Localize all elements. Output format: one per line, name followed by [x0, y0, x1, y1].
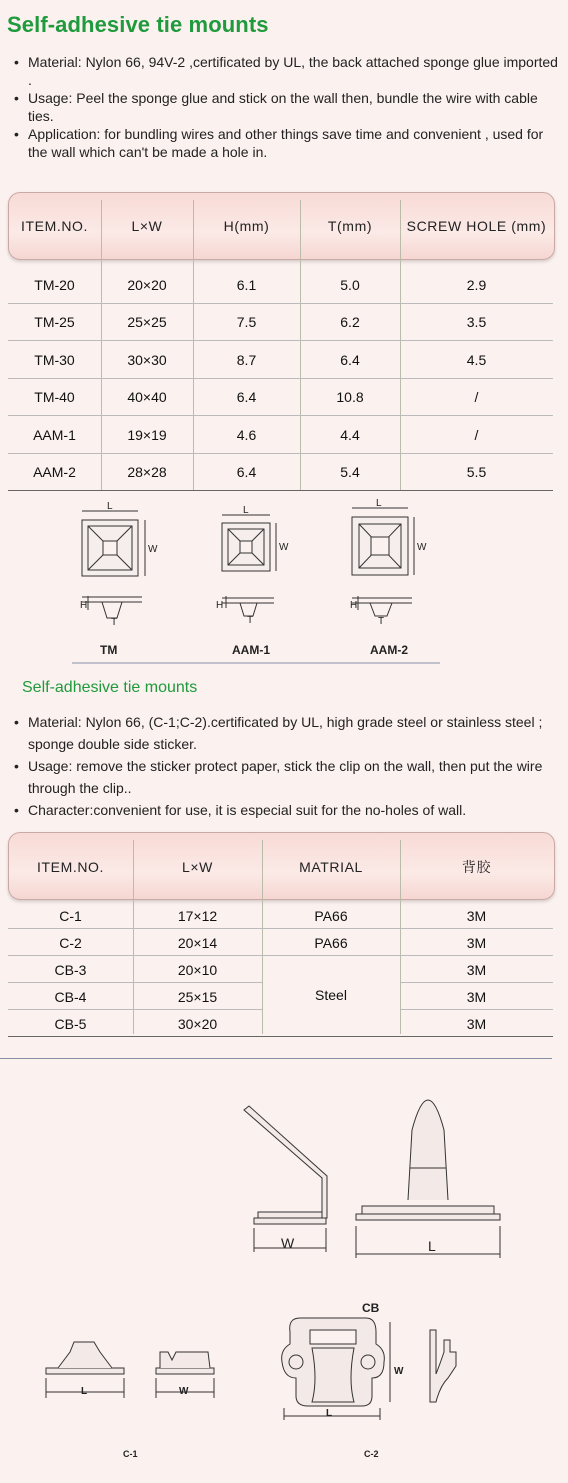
table2-cell: CB-4 — [54, 988, 87, 1005]
w-clip-w-label: W — [281, 1235, 295, 1251]
th2-item-no: ITEM.NO. — [36, 859, 105, 875]
w-clip-drawing — [244, 1106, 327, 1252]
caption-aam2: AAM-2 — [370, 643, 408, 657]
table2-cell: PA66 — [314, 934, 348, 951]
table1-cell: TM-30 — [34, 351, 75, 368]
table1-cell: TM-25 — [34, 314, 75, 331]
th2-material: MATRIAL — [299, 859, 363, 875]
th-screw-hole: SCREW HOLE (mm) — [406, 218, 547, 234]
th2-lxw: L×W — [182, 859, 213, 875]
table2-cell: C-1 — [59, 907, 82, 924]
section1-title: Self-adhesive tie mounts — [7, 12, 269, 37]
section2-bullet-list — [8, 711, 558, 821]
th-item-no: ITEM.NO. — [20, 218, 89, 234]
aam1-side-view — [222, 596, 274, 616]
table2-cell: 3M — [466, 988, 487, 1005]
table1-cell: 7.5 — [236, 314, 257, 331]
aam2-top-view — [352, 508, 414, 575]
section1-bullet-list — [8, 53, 558, 161]
table1-cell: 5.5 — [466, 464, 487, 481]
section-divider — [0, 1058, 552, 1059]
table1-cell: 6.1 — [236, 276, 257, 293]
bullet-application: • Application: for bundling wires and other things save time and convenient , used for the wall which can't be made a hole in. — [8, 125, 558, 161]
merged-steel-cell: Steel — [315, 987, 347, 1003]
caption-tm: TM — [100, 643, 118, 657]
table1-cell: AAM-2 — [33, 464, 76, 481]
tm-l-label: L — [107, 501, 113, 512]
table1-cell: 20×20 — [127, 276, 167, 293]
c2-caption: C-2 — [364, 1449, 379, 1459]
table1-cell: 6.4 — [340, 351, 360, 368]
clip-diagrams — [0, 1090, 568, 1480]
th-h: H(mm) — [223, 218, 270, 234]
c1-l-label: L — [81, 1386, 88, 1397]
table1-cell: 6.2 — [340, 314, 360, 331]
tie-mount-diagrams — [60, 498, 450, 668]
cb-caption: CB — [362, 1301, 380, 1315]
table2-cell: 20×14 — [177, 934, 218, 951]
table1-cell: AAM-1 — [33, 426, 76, 443]
table2-cell: CB-3 — [54, 961, 87, 978]
table2-cell: 20×10 — [177, 961, 218, 978]
aam2-side-view — [352, 596, 412, 616]
table1-cell: TM-20 — [34, 276, 75, 293]
c1-side-w-label: W — [179, 1386, 189, 1397]
tower-l-label: L — [428, 1238, 436, 1254]
th2-adhesive: 背胶 — [461, 859, 492, 875]
table1-cell: 4.5 — [466, 351, 487, 368]
table2-cell: C-2 — [59, 934, 82, 951]
aam2-w-label: W — [417, 542, 427, 553]
aam2-t-label: T — [378, 616, 385, 627]
table1-cell: 3.5 — [466, 314, 487, 331]
table1-cell: TM-40 — [34, 389, 75, 406]
bullet2-material: • Material: Nylon 66, (C-1;C-2).certificated by UL, high grade steel or stainless steel ; sponge double side sticker. — [8, 711, 558, 755]
tower-mount-drawing — [356, 1100, 500, 1258]
aam1-t-label: T — [247, 615, 254, 626]
tm-h-label: H — [80, 600, 88, 611]
table1-cell: 25×25 — [127, 314, 167, 331]
table2-cell: 25×15 — [177, 988, 218, 1005]
aam1-h-label: H — [216, 600, 224, 611]
tm-top-view — [82, 511, 145, 576]
table1-cell: 40×40 — [127, 389, 167, 406]
spec-table-1 — [8, 192, 553, 490]
aam1-w-label: W — [279, 542, 289, 553]
table1-cell: / — [474, 426, 479, 443]
spec-table-2 — [8, 832, 553, 1034]
bullet-usage: • Usage: Peel the sponge glue and stick on the wall then, bundle the wire with cable ties. — [8, 89, 558, 125]
bullet-material: • Material: Nylon 66, 94V-2 ,certificated by UL, the back attached sponge glue imported . — [8, 53, 558, 89]
c1-caption: C-1 — [123, 1449, 138, 1459]
table2-cell: 30×20 — [177, 1015, 218, 1032]
table2-cell: PA66 — [314, 907, 348, 924]
bullet2-usage: • Usage: remove the sticker protect paper, stick the clip on the wall, then put the wire through the clip.. — [8, 755, 558, 799]
table1-row-divider — [8, 490, 553, 491]
table1-cell: 5.4 — [340, 464, 360, 481]
table2-cell: CB-5 — [54, 1015, 87, 1032]
table1-cell: 6.4 — [236, 464, 257, 481]
table1-cell: 8.7 — [236, 351, 257, 368]
section2-title: Self-adhesive tie mounts — [22, 679, 198, 696]
table1-cell: 30×30 — [127, 351, 167, 368]
tm-side-view — [82, 596, 142, 618]
cb-w-label: W — [394, 1366, 404, 1377]
aam2-l-label: L — [376, 498, 382, 509]
cb-drawing — [282, 1318, 456, 1420]
tm-t-label: T — [111, 617, 118, 628]
aam1-l-label: L — [243, 505, 249, 516]
th-lxw: L×W — [131, 218, 163, 234]
table1-cell: / — [474, 389, 479, 406]
table1-cell: 6.4 — [236, 389, 257, 406]
cb-l-label: L — [326, 1408, 333, 1419]
table2-row-divider — [8, 1036, 553, 1037]
caption-aam1: AAM-1 — [232, 643, 270, 657]
table1-cell: 28×28 — [127, 464, 167, 481]
aam1-top-view — [222, 515, 276, 571]
table1-cell: 2.9 — [466, 276, 487, 293]
table1-cell: 10.8 — [336, 389, 364, 406]
table2-cell: 3M — [466, 934, 487, 951]
table2-cell: 3M — [466, 961, 487, 978]
tm-w-label: W — [148, 544, 158, 555]
table2-cell: 17×12 — [177, 907, 218, 924]
table2-cell: 3M — [466, 907, 487, 924]
table1-cell: 4.4 — [340, 426, 360, 443]
table1-cell: 4.6 — [236, 426, 257, 443]
th-t: T(mm) — [327, 218, 373, 234]
bullet2-character: • Character:convenient for use, it is especial suit for the no-holes of wall. — [8, 799, 558, 821]
aam2-h-label: H — [350, 600, 358, 611]
table1-cell: 5.0 — [340, 276, 360, 293]
table1-cell: 19×19 — [127, 426, 167, 443]
table2-cell: 3M — [466, 1015, 487, 1032]
